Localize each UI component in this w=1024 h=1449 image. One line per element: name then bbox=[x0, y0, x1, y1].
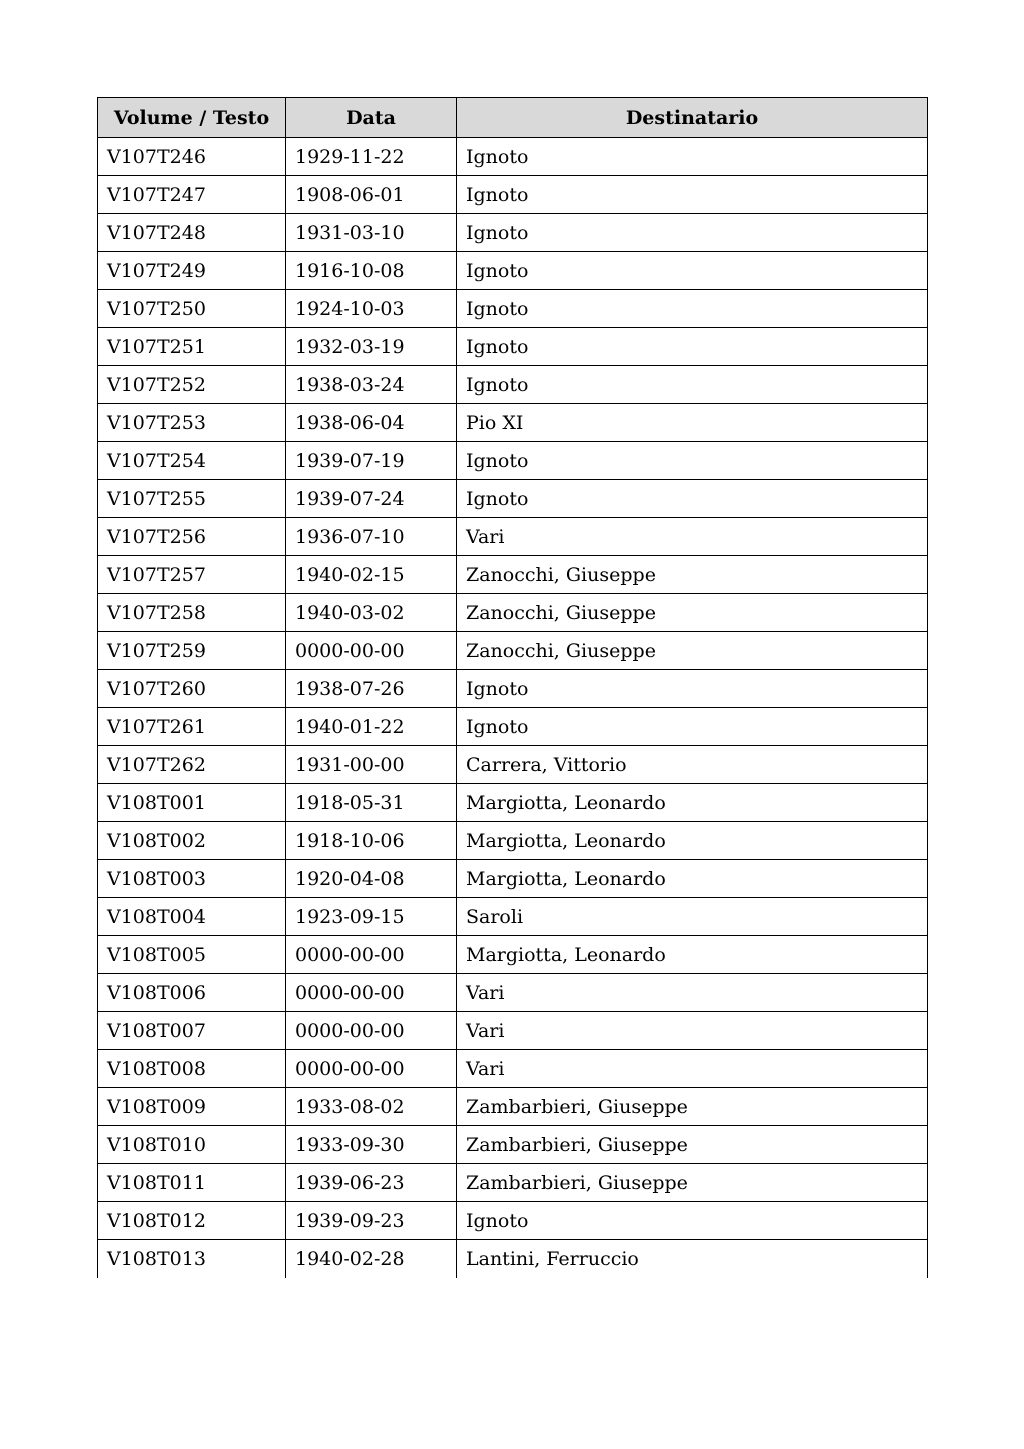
cell-destinatario: Vari bbox=[457, 1012, 928, 1050]
cell-data: 1933-08-02 bbox=[286, 1088, 457, 1126]
cell-volume-testo: V108T011 bbox=[98, 1164, 286, 1202]
cell-destinatario: Carrera, Vittorio bbox=[457, 746, 928, 784]
table-row bbox=[98, 176, 928, 214]
cell-volume-testo: V107T253 bbox=[98, 404, 286, 442]
cell-data: 1931-00-00 bbox=[286, 746, 457, 784]
cell-destinatario: Zambarbieri, Giuseppe bbox=[457, 1126, 928, 1164]
table-row bbox=[98, 1240, 928, 1278]
cell-destinatario: Ignoto bbox=[457, 1202, 928, 1240]
cell-destinatario: Zanocchi, Giuseppe bbox=[457, 632, 928, 670]
table-row bbox=[98, 1088, 928, 1126]
table-row bbox=[98, 252, 928, 290]
cell-destinatario: Margiotta, Leonardo bbox=[457, 860, 928, 898]
cell-destinatario: Vari bbox=[457, 518, 928, 556]
cell-destinatario: Saroli bbox=[457, 898, 928, 936]
cell-destinatario: Ignoto bbox=[457, 176, 928, 214]
table-row bbox=[98, 1126, 928, 1164]
cell-volume-testo: V108T008 bbox=[98, 1050, 286, 1088]
cell-destinatario: Ignoto bbox=[457, 138, 928, 176]
cell-data: 1938-07-26 bbox=[286, 670, 457, 708]
cell-destinatario: Ignoto bbox=[457, 328, 928, 366]
cell-volume-testo: V107T252 bbox=[98, 366, 286, 404]
column-header-data: Data bbox=[286, 98, 457, 138]
cell-volume-testo: V108T012 bbox=[98, 1202, 286, 1240]
table-row bbox=[98, 290, 928, 328]
cell-data: 1939-09-23 bbox=[286, 1202, 457, 1240]
table-row bbox=[98, 556, 928, 594]
table-row bbox=[98, 936, 928, 974]
cell-data: 0000-00-00 bbox=[286, 974, 457, 1012]
cell-data: 1940-03-02 bbox=[286, 594, 457, 632]
cell-data: 1939-06-23 bbox=[286, 1164, 457, 1202]
cell-data: 1923-09-15 bbox=[286, 898, 457, 936]
cell-volume-testo: V108T006 bbox=[98, 974, 286, 1012]
cell-destinatario: Ignoto bbox=[457, 252, 928, 290]
column-header-volume-testo: Volume / Testo bbox=[98, 98, 286, 138]
cell-volume-testo: V107T249 bbox=[98, 252, 286, 290]
cell-volume-testo: V107T260 bbox=[98, 670, 286, 708]
letters-table bbox=[97, 97, 928, 1278]
cell-volume-testo: V108T007 bbox=[98, 1012, 286, 1050]
cell-destinatario: Zanocchi, Giuseppe bbox=[457, 594, 928, 632]
cell-volume-testo: V107T246 bbox=[98, 138, 286, 176]
cell-volume-testo: V107T251 bbox=[98, 328, 286, 366]
cell-volume-testo: V108T013 bbox=[98, 1240, 286, 1278]
cell-volume-testo: V107T258 bbox=[98, 594, 286, 632]
cell-data: 0000-00-00 bbox=[286, 632, 457, 670]
cell-volume-testo: V107T248 bbox=[98, 214, 286, 252]
cell-volume-testo: V107T261 bbox=[98, 708, 286, 746]
cell-destinatario: Ignoto bbox=[457, 480, 928, 518]
cell-volume-testo: V108T003 bbox=[98, 860, 286, 898]
table-row bbox=[98, 404, 928, 442]
cell-destinatario: Ignoto bbox=[457, 442, 928, 480]
table-row bbox=[98, 594, 928, 632]
table-row bbox=[98, 328, 928, 366]
cell-data: 1933-09-30 bbox=[286, 1126, 457, 1164]
cell-destinatario: Ignoto bbox=[457, 290, 928, 328]
cell-volume-testo: V108T005 bbox=[98, 936, 286, 974]
table-row bbox=[98, 898, 928, 936]
cell-volume-testo: V107T250 bbox=[98, 290, 286, 328]
column-header-destinatario: Destinatario bbox=[457, 98, 928, 138]
cell-data: 1918-05-31 bbox=[286, 784, 457, 822]
cell-destinatario: Margiotta, Leonardo bbox=[457, 822, 928, 860]
cell-destinatario: Pio XI bbox=[457, 404, 928, 442]
table-row bbox=[98, 1202, 928, 1240]
cell-data: 1938-06-04 bbox=[286, 404, 457, 442]
cell-data: 1939-07-19 bbox=[286, 442, 457, 480]
cell-volume-testo: V108T009 bbox=[98, 1088, 286, 1126]
cell-volume-testo: V107T247 bbox=[98, 176, 286, 214]
cell-volume-testo: V107T255 bbox=[98, 480, 286, 518]
cell-destinatario: Lantini, Ferruccio bbox=[457, 1240, 928, 1278]
cell-data: 1936-07-10 bbox=[286, 518, 457, 556]
cell-data: 1918-10-06 bbox=[286, 822, 457, 860]
cell-destinatario: Ignoto bbox=[457, 708, 928, 746]
cell-data: 0000-00-00 bbox=[286, 936, 457, 974]
cell-data: 1924-10-03 bbox=[286, 290, 457, 328]
table-row bbox=[98, 1050, 928, 1088]
cell-data: 1940-01-22 bbox=[286, 708, 457, 746]
table-row bbox=[98, 784, 928, 822]
cell-volume-testo: V107T257 bbox=[98, 556, 286, 594]
cell-volume-testo: V107T254 bbox=[98, 442, 286, 480]
table-row bbox=[98, 708, 928, 746]
cell-data: 1932-03-19 bbox=[286, 328, 457, 366]
cell-destinatario: Zanocchi, Giuseppe bbox=[457, 556, 928, 594]
cell-destinatario: Zambarbieri, Giuseppe bbox=[457, 1164, 928, 1202]
cell-volume-testo: V107T259 bbox=[98, 632, 286, 670]
table-row bbox=[98, 366, 928, 404]
cell-volume-testo: V108T004 bbox=[98, 898, 286, 936]
cell-data: 1939-07-24 bbox=[286, 480, 457, 518]
cell-volume-testo: V108T010 bbox=[98, 1126, 286, 1164]
cell-data: 1916-10-08 bbox=[286, 252, 457, 290]
table-row bbox=[98, 214, 928, 252]
cell-volume-testo: V107T262 bbox=[98, 746, 286, 784]
cell-data: 1908-06-01 bbox=[286, 176, 457, 214]
cell-data: 1931-03-10 bbox=[286, 214, 457, 252]
table-row bbox=[98, 822, 928, 860]
table-row bbox=[98, 442, 928, 480]
table-row bbox=[98, 974, 928, 1012]
cell-destinatario: Ignoto bbox=[457, 670, 928, 708]
table-row bbox=[98, 1012, 928, 1050]
cell-data: 1940-02-28 bbox=[286, 1240, 457, 1278]
table-row bbox=[98, 632, 928, 670]
cell-data: 1920-04-08 bbox=[286, 860, 457, 898]
table-row bbox=[98, 860, 928, 898]
cell-data: 1940-02-15 bbox=[286, 556, 457, 594]
table-row bbox=[98, 480, 928, 518]
table-header-row bbox=[98, 98, 928, 138]
table-row bbox=[98, 138, 928, 176]
table-row bbox=[98, 518, 928, 556]
cell-volume-testo: V108T002 bbox=[98, 822, 286, 860]
cell-volume-testo: V107T256 bbox=[98, 518, 286, 556]
table-row bbox=[98, 670, 928, 708]
cell-destinatario: Zambarbieri, Giuseppe bbox=[457, 1088, 928, 1126]
table-row bbox=[98, 1164, 928, 1202]
cell-data: 0000-00-00 bbox=[286, 1012, 457, 1050]
table-row bbox=[98, 746, 928, 784]
cell-data: 1929-11-22 bbox=[286, 138, 457, 176]
cell-destinatario: Ignoto bbox=[457, 366, 928, 404]
cell-destinatario: Margiotta, Leonardo bbox=[457, 936, 928, 974]
cell-destinatario: Margiotta, Leonardo bbox=[457, 784, 928, 822]
cell-data: 1938-03-24 bbox=[286, 366, 457, 404]
cell-volume-testo: V108T001 bbox=[98, 784, 286, 822]
cell-destinatario: Ignoto bbox=[457, 214, 928, 252]
cell-destinatario: Vari bbox=[457, 1050, 928, 1088]
cell-destinatario: Vari bbox=[457, 974, 928, 1012]
table-body bbox=[98, 138, 928, 1278]
cell-data: 0000-00-00 bbox=[286, 1050, 457, 1088]
